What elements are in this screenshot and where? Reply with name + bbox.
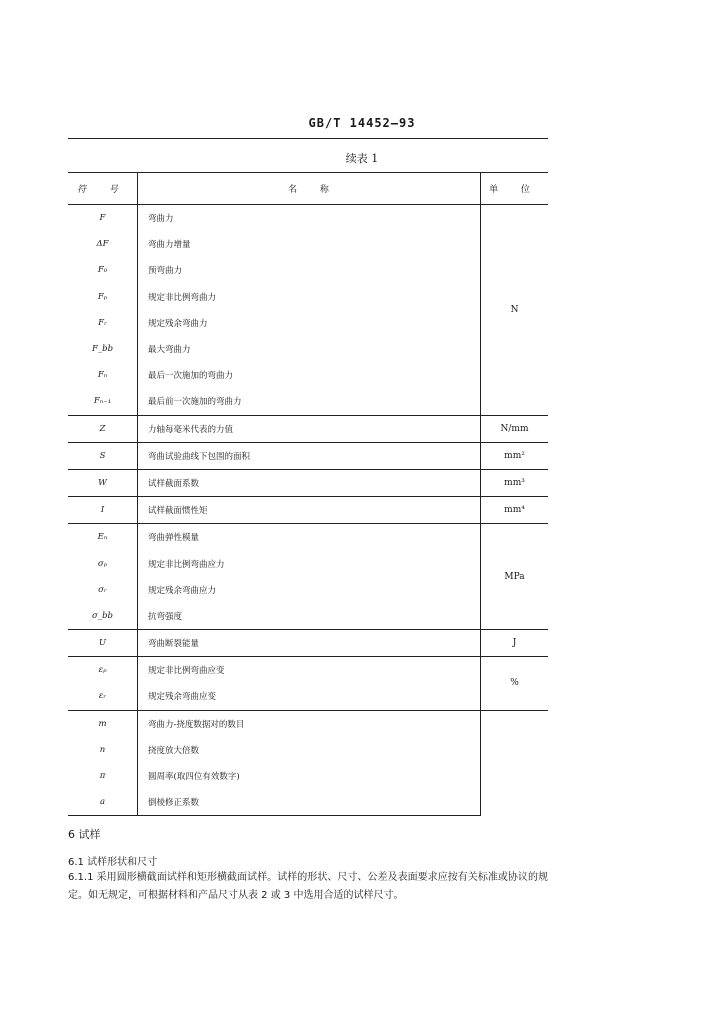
table-row [68, 630, 548, 657]
name-cell: 最大弯曲力 [138, 336, 481, 362]
symbol-cell: m [68, 710, 138, 737]
name-cell: 圆周率(取四位有效数字) [138, 763, 481, 789]
table-row [68, 442, 548, 469]
name-cell: 试样截面惯性矩 [138, 497, 481, 524]
symbol-cell: εᵣ [98, 691, 107, 702]
table-title: 续表 1 [345, 152, 379, 165]
name-cell: 规定非比例弯曲应力 [138, 550, 481, 576]
symbol-cell: Fₙ₋₁ [93, 396, 112, 407]
name-cell: 弯曲力-挠度数据对的数目 [138, 710, 481, 737]
symbol-cell: S [68, 442, 138, 469]
name-cell: 力轴每毫米代表的力值 [138, 415, 481, 442]
symbol-cell: I [68, 497, 138, 524]
symbol-cell: W [68, 469, 138, 496]
table-row [68, 524, 548, 551]
table-row [68, 657, 548, 684]
table-row [68, 789, 548, 816]
table-row [68, 284, 548, 310]
name-cell: 挠度放大倍数 [138, 737, 481, 763]
unit-cell: mm⁴ [481, 497, 549, 524]
unit-cell: J [481, 630, 549, 657]
unit-cell: N [481, 205, 549, 416]
symbol-cell: F [68, 205, 138, 232]
name-cell: 最后前一次施加的弯曲力 [138, 388, 481, 415]
name-cell: 规定残余弯曲应变 [138, 683, 481, 710]
table-row [68, 415, 548, 442]
table-row [68, 388, 548, 415]
symbol-cell: Fᵣ [98, 317, 107, 328]
table-row [68, 469, 548, 496]
table-row [68, 737, 548, 763]
table-header-row [68, 173, 548, 205]
unit-cell: mm³ [481, 469, 549, 496]
symbol-cell: F_bb [91, 344, 114, 355]
name-cell: 试样截面系数 [138, 469, 481, 496]
name-cell: 规定残余弯曲力 [138, 310, 481, 336]
symbol-cell: Fₚ [97, 291, 108, 302]
body-paragraph: 6.1.1 采用圆形横截面试样和矩形横截面试样。试样的形状、尺寸、公差及表面要求应按有关标准或协议的规定。如无规定，可根据材料和产品尺寸从表 2 或 3 中选用合适的试样尺寸。 [68, 872, 548, 901]
name-cell: 弯曲断裂能量 [138, 630, 481, 657]
unit-cell [481, 710, 549, 816]
table-row [68, 310, 548, 336]
table-row [68, 710, 548, 737]
unit-cell: N/mm [481, 415, 549, 442]
name-cell: 规定残余弯曲应力 [138, 577, 481, 603]
symbol-cell: Fₙ [97, 370, 108, 381]
name-cell: 抗弯强度 [138, 603, 481, 630]
table-row [68, 336, 548, 362]
table-row [68, 683, 548, 710]
column-header-unit: 单 位 [481, 173, 549, 205]
symbol-cell: Eₙ [68, 524, 138, 551]
table-row [68, 763, 548, 789]
symbol-cell: F₀ [97, 265, 108, 276]
symbol-cell: σᵣ [98, 584, 107, 595]
unit-cell: MPa [481, 524, 549, 630]
symbol-cell: n [99, 744, 106, 755]
name-cell: 弯曲力 [138, 205, 481, 232]
table-row [68, 362, 548, 388]
unit-cell: % [481, 657, 549, 710]
name-cell: 规定非比例弯曲应变 [138, 657, 481, 684]
table-row [68, 205, 548, 232]
name-cell: 规定非比例弯曲力 [138, 284, 481, 310]
section-title: 6 试样 [68, 828, 101, 841]
unit-cell: mm² [481, 442, 549, 469]
table-row [68, 550, 548, 576]
table-row [68, 257, 548, 283]
name-cell: 最后一次施加的弯曲力 [138, 362, 481, 388]
column-header-symbol: 符 号 [68, 173, 138, 205]
symbol-cell: σₚ [97, 558, 108, 569]
standard-code-header: GB/T 14452—93 [308, 116, 416, 130]
symbols-table [68, 172, 548, 816]
name-cell: 倒棱修正系数 [138, 789, 481, 816]
table-row [68, 603, 548, 630]
symbol-cell: εₚ [68, 657, 138, 684]
table-row [68, 577, 548, 603]
symbol-cell: a [68, 789, 138, 816]
name-cell: 弯曲弹性模量 [138, 524, 481, 551]
name-cell: 预弯曲力 [138, 257, 481, 283]
subsection-title: 6.1 试样形状和尺寸 [68, 857, 158, 868]
name-cell: 弯曲力增量 [138, 231, 481, 257]
table-row [68, 231, 548, 257]
symbol-cell: π [99, 771, 106, 782]
symbol-cell: Z [68, 415, 138, 442]
column-header-name: 名 称 [138, 173, 481, 205]
symbol-cell: U [68, 630, 138, 657]
name-cell: 弯曲试验曲线下包围的面积 [138, 442, 481, 469]
symbol-cell: ΔF [96, 239, 109, 250]
table-row [68, 497, 548, 524]
symbol-cell: σ_bb [92, 610, 113, 621]
header-rule [68, 138, 548, 139]
table-body [68, 205, 548, 816]
